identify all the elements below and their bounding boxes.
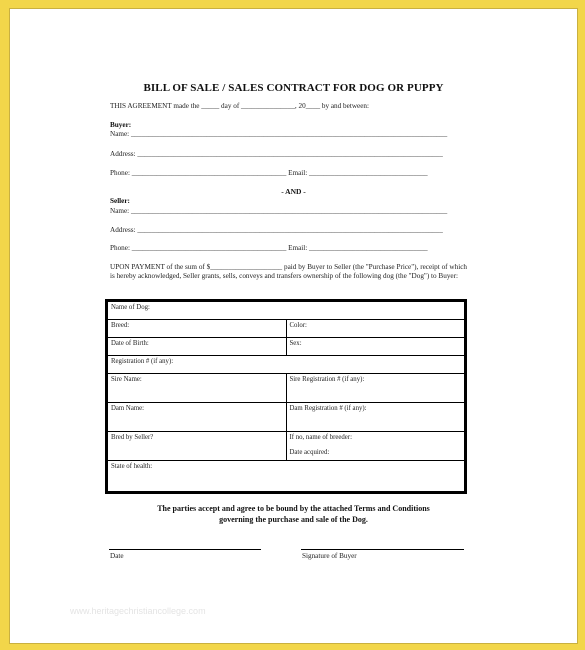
buyer-heading: Buyer: (110, 121, 132, 129)
seller-name-field[interactable]: Name: ________________________________________________________________________________________ (110, 207, 448, 215)
dam-name-cell[interactable]: Dam Name: (107, 403, 287, 432)
dam-registration-cell[interactable]: Dam Registration # (if any): (286, 403, 466, 432)
sex-cell[interactable]: Sex: (286, 338, 466, 356)
state-of-health-cell[interactable]: State of health: (107, 461, 466, 493)
buyer-signature-line[interactable] (301, 549, 464, 550)
dog-details-table (105, 299, 467, 494)
registration-cell[interactable]: Registration # (if any): (107, 356, 466, 374)
seller-phone-email-field[interactable]: Phone: ___________________________________________ Email: _________________________________ (110, 244, 428, 252)
breeder-cell[interactable] (286, 432, 466, 461)
document-title: BILL OF SALE / SALES CONTRACT FOR DOG OR PUPPY (143, 82, 444, 94)
breed-cell[interactable]: Breed: (107, 320, 287, 338)
payment-paragraph: UPON PAYMENT of the sum of $____________________ paid by Buyer to Seller (the "Purchase Price"), receipt of which is hereby acknowledged, Seller grants, sells, conveys and transfers ownership of the following dog (the "Dog") to Buyer: (110, 263, 467, 281)
seller-address-field[interactable]: Address: _____________________________________________________________________________________ (110, 226, 443, 234)
date-label: Date (110, 552, 124, 560)
name-of-dog-cell[interactable]: Name of Dog: (107, 301, 466, 320)
seller-heading: Seller: (110, 197, 130, 205)
and-separator: - AND - (281, 187, 306, 196)
date-of-birth-cell[interactable]: Date of Birth: (107, 338, 287, 356)
terms-line-2: governing the purchase and sale of the Dog. (219, 515, 368, 524)
date-signature-line[interactable] (109, 549, 261, 550)
sire-registration-cell[interactable]: Sire Registration # (if any): (286, 374, 466, 403)
agreement-line: THIS AGREEMENT made the _____ day of _______________, 20____ by and between: (110, 102, 369, 110)
terms-statement (10, 503, 577, 525)
watermark: www.heritagechristiancollege.com (70, 606, 206, 616)
buyer-phone-email-field[interactable]: Phone: ___________________________________________ Email: _________________________________ (110, 169, 428, 177)
buyer-name-field[interactable]: Name: ________________________________________________________________________________________ (110, 130, 448, 138)
breeder-name-label: If no, name of breeder: (289, 434, 352, 441)
document-page (9, 8, 578, 644)
bred-by-seller-cell[interactable]: Bred by Seller? (107, 432, 287, 461)
sire-name-cell[interactable]: Sire Name: (107, 374, 287, 403)
buyer-address-field[interactable]: Address: _____________________________________________________________________________________ (110, 150, 443, 158)
date-acquired-label: Date acquired: (289, 449, 330, 456)
terms-line-1: The parties accept and agree to be bound by the attached Terms and Conditions (157, 504, 430, 513)
color-cell[interactable]: Color: (286, 320, 466, 338)
buyer-signature-label: Signature of Buyer (302, 552, 357, 560)
